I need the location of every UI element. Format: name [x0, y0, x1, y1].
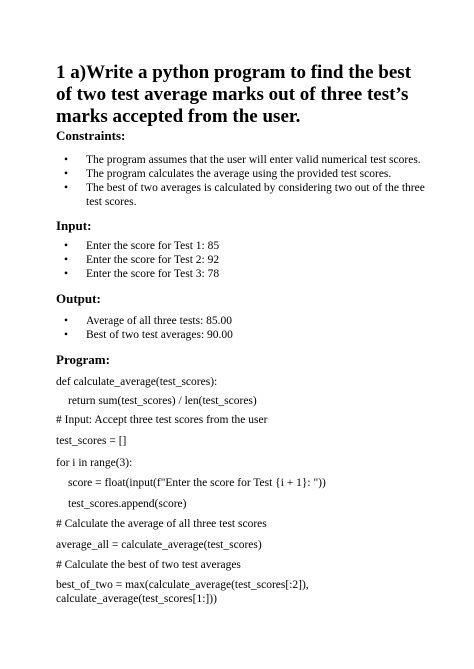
code-line: test_scores = []: [56, 435, 127, 447]
code-line: for i in range(3):: [56, 457, 133, 469]
bullet-icon: •: [64, 329, 69, 341]
list-item: • Enter the score for Test 2: 92: [64, 254, 220, 266]
page-title: 1 a)Write a python program to find the best of two test average marks out of three test’s marks accepted from the user.: [56, 62, 412, 127]
code-line: average_all = calculate_average(test_scores): [56, 539, 262, 551]
bullet-icon: •: [64, 182, 69, 194]
code-comment: # Calculate the best of two test averages: [56, 559, 241, 571]
list-item: • The program calculates the average using the provided test scores.: [64, 168, 392, 180]
code-comment: # Input: Accept three test scores from the user: [56, 414, 268, 426]
code-line: def calculate_average(test_scores):: [56, 376, 218, 388]
list-item: • The best of two averages is calculated by considering two out of the three test scores.: [64, 182, 425, 208]
input-heading: Input:: [56, 218, 92, 233]
code-line: score = float(input(f"Enter the score for Test {i + 1}: ")): [68, 477, 326, 489]
bullet-icon: •: [64, 240, 69, 252]
program-heading: Program:: [56, 352, 110, 367]
bullet-icon: •: [64, 268, 69, 280]
bullet-icon: •: [64, 154, 69, 166]
output-list: [56, 314, 428, 342]
code-comment: # Calculate the average of all three test scores: [56, 518, 267, 530]
constraints-list: [56, 153, 428, 209]
list-item: • The program assumes that the user will enter valid numerical test scores.: [64, 154, 421, 166]
code-line: best_of_two = max(calculate_average(test_scores[:2]), calculate_average(test_scores[1:])): [56, 579, 309, 605]
list-item: • Enter the score for Test 1: 85: [64, 240, 220, 252]
list-item: • Enter the score for Test 3: 78: [64, 268, 220, 280]
bullet-icon: •: [64, 254, 69, 266]
list-item: • Best of two test averages: 90.00: [64, 329, 233, 341]
output-heading: Output:: [56, 291, 101, 306]
code-line: return sum(test_scores) / len(test_scores): [68, 395, 257, 407]
code-line: test_scores.append(score): [68, 498, 187, 510]
bullet-icon: •: [64, 315, 69, 327]
bullet-icon: •: [64, 168, 69, 180]
input-list: [56, 239, 428, 281]
constraints-heading: Constraints:: [56, 128, 126, 143]
list-item: • Average of all three tests: 85.00: [64, 315, 233, 327]
